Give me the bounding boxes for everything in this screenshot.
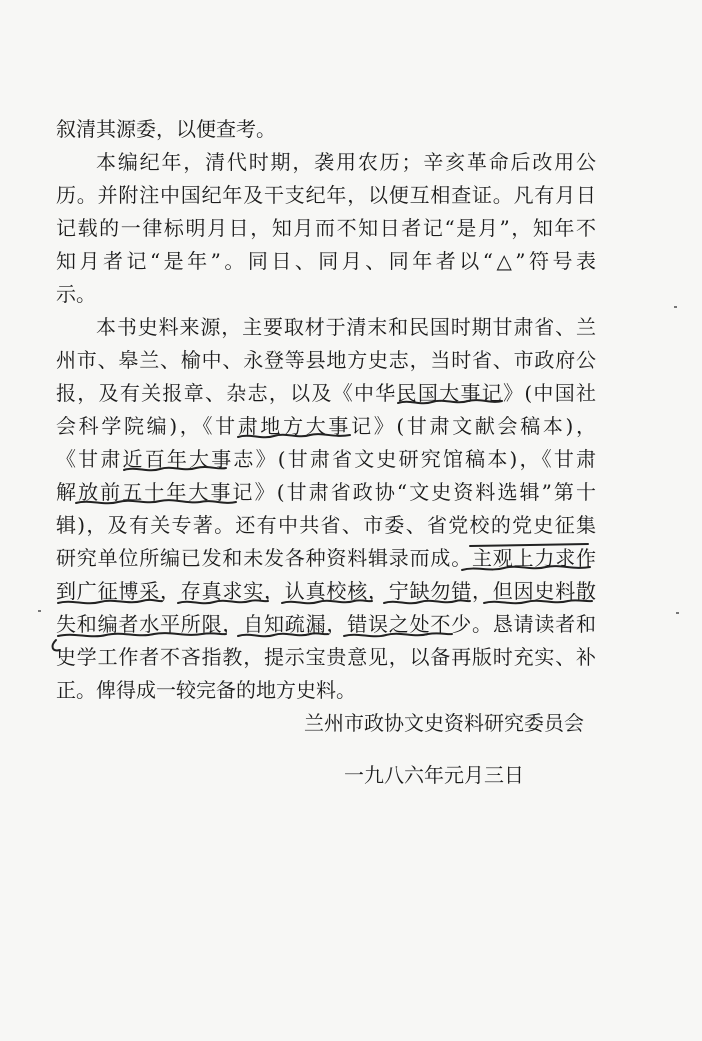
scan-speck (676, 612, 679, 614)
text-line: 失和编者水平所限，自知疏漏，错误之处不少。恳请读者和 (56, 612, 596, 636)
text-line: 知月者记“是年”。同日、同月、同年者以“△”符号表 (56, 249, 596, 273)
text-line: 正。俾得成一较完备的地方史料。 (56, 678, 356, 702)
scan-speck (38, 610, 41, 612)
text-line: 会科学院编)，《甘肃地方大事记》(甘肃文献会稿本)， (56, 414, 596, 438)
signature-date: 一九八六年元月三日 (344, 763, 524, 787)
text-line: 叙清其源委，以便查考。 (56, 117, 276, 141)
text-line: 示。 (56, 282, 96, 306)
text-line: 辑)，及有关专著。还有中共省、市委、省党校的党史征集 (56, 513, 596, 537)
text-line: 历。并附注中国纪年及干支纪年，以便互相查证。凡有月日 (56, 183, 596, 207)
text-line: 研究单位所编已发和未发各种资料辑录而成。主观上力求作 (56, 546, 596, 570)
text-line: 州市、皋兰、榆中、永登等县地方史志，当时省、市政府公 (56, 348, 596, 372)
text-line: 解放前五十年大事记》(甘肃省政协“文史资料选辑”第十 (56, 480, 596, 504)
text-line: 报，及有关报章、杂志，以及《中华民国大事记》(中国社 (56, 381, 596, 405)
text-line: 《甘肃近百年大事志》(甘肃省文史研究馆稿本)，《甘肃 (56, 447, 596, 471)
text-line: 记载的一律标明月日，知月而不知日者记“是月”，知年不 (56, 216, 596, 240)
signature-organization: 兰州市政协文史资料研究委员会 (304, 711, 584, 735)
scan-speck (674, 306, 677, 308)
text-line: 史学工作者不吝指教，提示宝贵意见，以备再版时充实、补 (56, 645, 596, 669)
text-line: 到广征博采，存真求实，认真校核，宁缺勿错，但因史料散 (56, 579, 596, 603)
text-line: 本书史料来源，主要取材于清末和民国时期甘肃省、兰 (96, 315, 596, 339)
text-line: 本编纪年，清代时期，袭用农历；辛亥革命后改用公 (96, 150, 596, 174)
